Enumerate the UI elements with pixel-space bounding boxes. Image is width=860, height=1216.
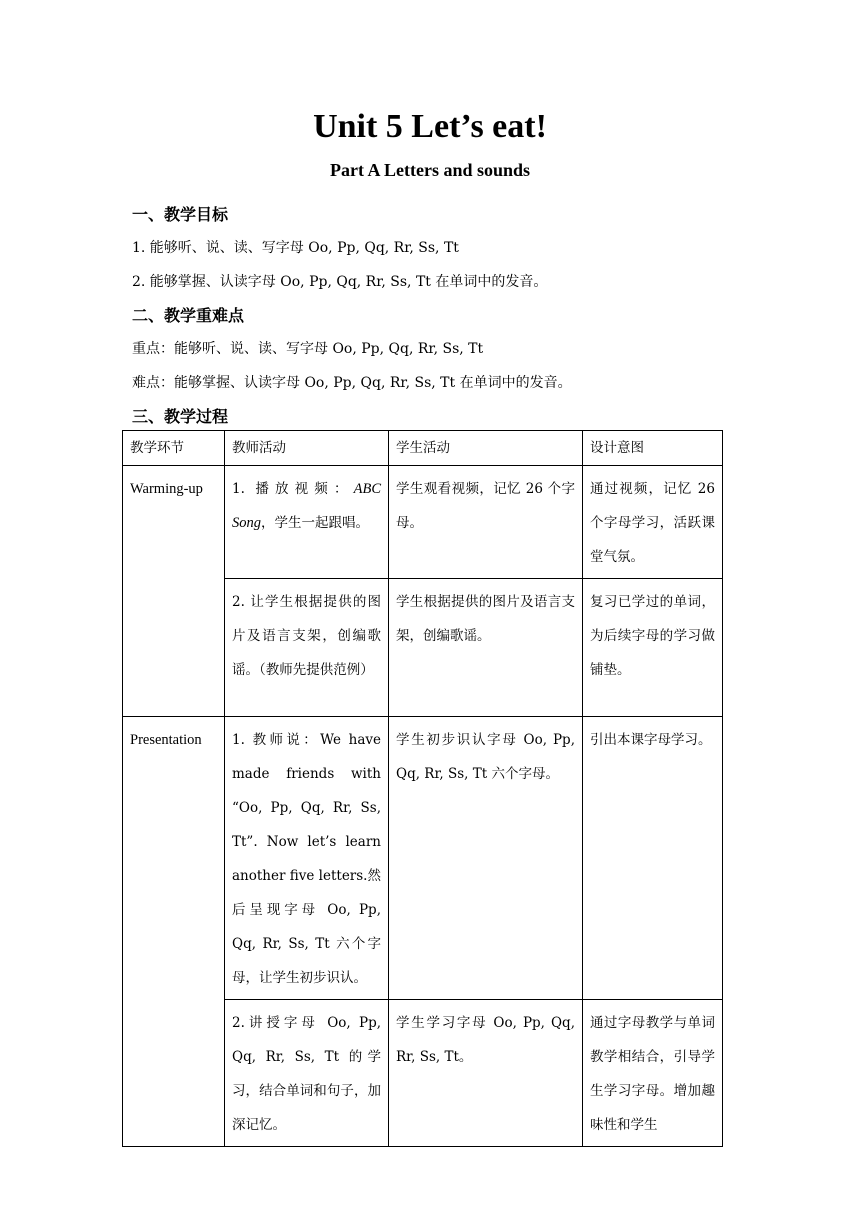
- header-stage: 教学环节: [123, 431, 225, 466]
- student-activity-cell: 学生观看视频，记忆 26 个字母。: [389, 466, 583, 579]
- teacher-activity-text: 1. 播放视频：: [232, 481, 354, 497]
- teacher-activity-text: ，学生一起跟唱。: [261, 515, 369, 531]
- student-activity-cell: 学生根据提供的图片及语言支架，创编歌谣。: [389, 579, 583, 717]
- song-title: ABC Song: [232, 481, 381, 531]
- design-intent-cell: 通过字母教学与单词教学相结合，引导学生学习字母。增加趣味性和学生: [583, 1000, 723, 1147]
- student-activity-cell: 学生初步识认字母 Oo, Pp, Qq, Rr, Ss, Tt 六个字母。: [389, 717, 583, 1000]
- student-activity-cell: 学生学习字母 Oo, Pp, Qq, Rr, Ss, Tt。: [389, 1000, 583, 1147]
- objective-item: 1. 能够听、说、读、写字母 Oo, Pp, Qq, Rr, Ss, Tt: [132, 240, 459, 256]
- teaching-process-table: [122, 430, 723, 1147]
- table-row: [123, 466, 723, 579]
- key-point-item: 重点：能够听、说、读、写字母 Oo, Pp, Qq, Rr, Ss, Tt: [132, 341, 484, 357]
- header-design-intent: 设计意图: [583, 431, 723, 466]
- header-teacher-activity: 教师活动: [225, 431, 389, 466]
- difficult-point-item: 难点：能够掌握、认读字母 Oo, Pp, Qq, Rr, Ss, Tt 在单词中的发音。: [132, 375, 572, 391]
- page-title: Unit 5 Let’s eat!: [313, 108, 547, 145]
- teacher-activity-cell: [225, 466, 389, 579]
- stage-warming-up: Warming-up: [123, 466, 225, 717]
- header-student-activity: 学生活动: [389, 431, 583, 466]
- page-subtitle: Part A Letters and sounds: [329, 160, 531, 180]
- table-header-row: [123, 431, 723, 466]
- objective-item: 2. 能够掌握、认读字母 Oo, Pp, Qq, Rr, Ss, Tt 在单词中的发音。: [132, 274, 548, 290]
- teacher-activity-cell: 1. 教师说：We have made friends with “Oo, Pp, Qq, Rr, Ss, Tt”. Now let’s learn another five letters.然后呈现字母 Oo, Pp, Qq, Rr, Ss, Tt 六个字母，让学生初步识认。: [225, 717, 389, 1000]
- section-heading-process: 三、教学过程: [132, 407, 229, 426]
- teacher-activity-cell: 2. 让学生根据提供的图片及语言支架，创编歌谣。（教师先提供范例）: [225, 579, 389, 717]
- teacher-activity-cell: 2.讲授字母 Oo, Pp, Qq, Rr, Ss, Tt 的学习，结合单词和句子，加深记忆。: [225, 1000, 389, 1147]
- section-heading-objectives: 一、教学目标: [132, 205, 229, 224]
- design-intent-cell: 引出本课字母学习。: [583, 717, 723, 1000]
- stage-presentation: Presentation: [123, 717, 225, 1147]
- section-heading-key-points: 二、教学重难点: [132, 306, 245, 325]
- design-intent-cell: 通过视频，记忆 26 个字母学习，活跃课堂气氛。: [583, 466, 723, 579]
- table-row: [123, 717, 723, 1000]
- design-intent-cell: 复习已学过的单词，为后续字母的学习做铺垫。: [583, 579, 723, 717]
